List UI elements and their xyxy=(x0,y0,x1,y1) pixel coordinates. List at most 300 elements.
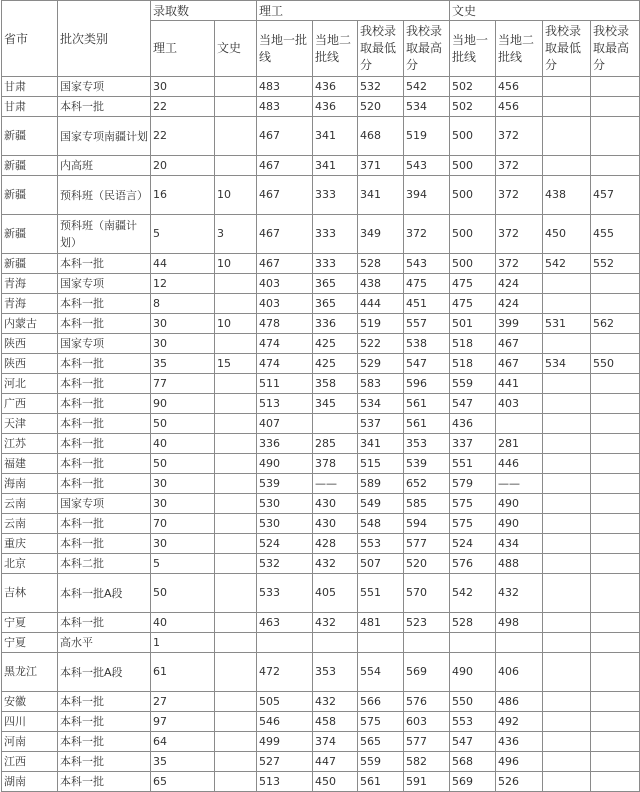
cell-arts-min xyxy=(543,574,591,613)
cell-arts-max xyxy=(591,514,640,534)
cell-quota-science: 30 xyxy=(151,534,215,554)
cell-sci-max: 372 xyxy=(404,215,450,254)
cell-arts-max xyxy=(591,294,640,314)
cell-arts-min xyxy=(543,474,591,494)
cell-batch: 本科一批 xyxy=(58,97,151,117)
cell-batch: 本科一批 xyxy=(58,314,151,334)
cell-arts-min xyxy=(543,414,591,434)
cell-quota-science: 40 xyxy=(151,434,215,454)
cell-sci-local2: 341 xyxy=(313,156,358,176)
cell-sci-local2: 432 xyxy=(313,554,358,574)
cell-arts-local2: 488 xyxy=(496,554,543,574)
cell-batch: 本科一批 xyxy=(58,454,151,474)
cell-batch: 本科一批 xyxy=(58,752,151,772)
header-arts-local1: 当地一批线 xyxy=(450,21,496,77)
table-body xyxy=(2,77,640,792)
cell-sci-local1: 463 xyxy=(257,613,313,633)
cell-arts-local2: —— xyxy=(496,474,543,494)
cell-arts-min: 534 xyxy=(543,354,591,374)
cell-arts-max xyxy=(591,117,640,156)
cell-arts-max xyxy=(591,574,640,613)
cell-arts-local1 xyxy=(450,633,496,653)
cell-province: 新疆 xyxy=(2,117,58,156)
cell-arts-local2: 441 xyxy=(496,374,543,394)
cell-sci-local1: 474 xyxy=(257,334,313,354)
cell-arts-max xyxy=(591,653,640,692)
cell-quota-science: 20 xyxy=(151,156,215,176)
header-arts-max: 我校录取最高分 xyxy=(591,21,640,77)
cell-arts-local2: 399 xyxy=(496,314,543,334)
cell-province: 四川 xyxy=(2,712,58,732)
cell-arts-max xyxy=(591,156,640,176)
cell-arts-local1: 576 xyxy=(450,554,496,574)
cell-sci-min: 371 xyxy=(358,156,404,176)
cell-sci-min: 519 xyxy=(358,314,404,334)
cell-sci-max: 534 xyxy=(404,97,450,117)
cell-sci-min: 551 xyxy=(358,574,404,613)
cell-arts-min xyxy=(543,732,591,752)
cell-batch: 本科一批 xyxy=(58,514,151,534)
header-sci-local2: 当地二批线 xyxy=(313,21,358,77)
cell-sci-local1: 472 xyxy=(257,653,313,692)
cell-sci-local1: 467 xyxy=(257,176,313,215)
cell-sci-max: 582 xyxy=(404,752,450,772)
cell-quota-science: 35 xyxy=(151,752,215,772)
cell-quota-arts xyxy=(215,374,257,394)
cell-province: 新疆 xyxy=(2,156,58,176)
cell-arts-local1: 553 xyxy=(450,712,496,732)
table-row xyxy=(2,97,640,117)
cell-quota-arts xyxy=(215,434,257,454)
cell-batch: 本科一批A段 xyxy=(58,653,151,692)
cell-batch: 国家专项 xyxy=(58,494,151,514)
cell-sci-min: 528 xyxy=(358,254,404,274)
cell-arts-local1: 436 xyxy=(450,414,496,434)
cell-arts-local2: 446 xyxy=(496,454,543,474)
cell-batch: 本科一批 xyxy=(58,474,151,494)
cell-province: 安徽 xyxy=(2,692,58,712)
cell-province: 甘肃 xyxy=(2,77,58,97)
cell-province: 重庆 xyxy=(2,534,58,554)
cell-sci-local1: 539 xyxy=(257,474,313,494)
cell-sci-max: 539 xyxy=(404,454,450,474)
cell-sci-local2: 436 xyxy=(313,77,358,97)
cell-arts-local1: 500 xyxy=(450,254,496,274)
cell-quota-arts xyxy=(215,474,257,494)
cell-province: 新疆 xyxy=(2,254,58,274)
cell-quota-science: 30 xyxy=(151,314,215,334)
cell-batch: 本科一批 xyxy=(58,294,151,314)
cell-sci-min: 553 xyxy=(358,534,404,554)
cell-quota-arts xyxy=(215,534,257,554)
cell-sci-local1: 474 xyxy=(257,354,313,374)
cell-arts-max xyxy=(591,752,640,772)
cell-sci-min: 561 xyxy=(358,772,404,792)
cell-arts-local2: 436 xyxy=(496,732,543,752)
cell-sci-min: 554 xyxy=(358,653,404,692)
cell-sci-max: 557 xyxy=(404,314,450,334)
cell-quota-science: 12 xyxy=(151,274,215,294)
table-header xyxy=(2,1,640,77)
cell-sci-max: 542 xyxy=(404,77,450,97)
cell-arts-local2: 372 xyxy=(496,156,543,176)
cell-arts-min xyxy=(543,394,591,414)
cell-arts-local2: 372 xyxy=(496,117,543,156)
cell-sci-local2: —— xyxy=(313,474,358,494)
cell-arts-max: 457 xyxy=(591,176,640,215)
cell-sci-local1: 511 xyxy=(257,374,313,394)
cell-quota-arts xyxy=(215,574,257,613)
cell-batch: 预科班（南疆计划） xyxy=(58,215,151,254)
cell-arts-local2: 432 xyxy=(496,574,543,613)
cell-sci-min: 534 xyxy=(358,394,404,414)
cell-batch: 高水平 xyxy=(58,633,151,653)
cell-arts-min xyxy=(543,274,591,294)
table-row xyxy=(2,354,640,374)
table-row xyxy=(2,752,640,772)
cell-arts-max xyxy=(591,394,640,414)
cell-arts-local2: 281 xyxy=(496,434,543,454)
cell-arts-local2: 496 xyxy=(496,752,543,772)
cell-sci-max: 543 xyxy=(404,156,450,176)
table-row xyxy=(2,772,640,792)
cell-sci-min: 566 xyxy=(358,692,404,712)
cell-sci-local1: 483 xyxy=(257,97,313,117)
cell-arts-local1: 502 xyxy=(450,97,496,117)
table-row xyxy=(2,294,640,314)
cell-arts-local2: 434 xyxy=(496,534,543,554)
cell-sci-min: 589 xyxy=(358,474,404,494)
table-row xyxy=(2,176,640,215)
table-row xyxy=(2,514,640,534)
cell-arts-max xyxy=(591,554,640,574)
cell-arts-max xyxy=(591,454,640,474)
cell-quota-arts xyxy=(215,294,257,314)
cell-arts-local2 xyxy=(496,414,543,434)
cell-sci-max: 353 xyxy=(404,434,450,454)
cell-arts-local1: 500 xyxy=(450,117,496,156)
cell-batch: 本科一批 xyxy=(58,354,151,374)
cell-arts-local1: 559 xyxy=(450,374,496,394)
cell-arts-min xyxy=(543,692,591,712)
cell-province: 江西 xyxy=(2,752,58,772)
cell-sci-local1: 499 xyxy=(257,732,313,752)
cell-sci-local1: 407 xyxy=(257,414,313,434)
cell-arts-local1: 502 xyxy=(450,77,496,97)
admission-table xyxy=(1,0,640,792)
cell-sci-min: 438 xyxy=(358,274,404,294)
cell-quota-arts xyxy=(215,274,257,294)
cell-quota-arts: 3 xyxy=(215,215,257,254)
cell-arts-local2 xyxy=(496,633,543,653)
cell-arts-min xyxy=(543,117,591,156)
cell-arts-max xyxy=(591,534,640,554)
cell-arts-local1: 542 xyxy=(450,574,496,613)
cell-sci-local2 xyxy=(313,633,358,653)
cell-sci-max: 547 xyxy=(404,354,450,374)
cell-arts-local2: 372 xyxy=(496,254,543,274)
cell-arts-max xyxy=(591,97,640,117)
cell-sci-local2: 365 xyxy=(313,294,358,314)
cell-sci-max: 594 xyxy=(404,514,450,534)
cell-quota-arts xyxy=(215,97,257,117)
cell-sci-min: 559 xyxy=(358,752,404,772)
cell-arts-local1: 500 xyxy=(450,156,496,176)
cell-sci-local2: 432 xyxy=(313,692,358,712)
cell-batch: 本科一批A段 xyxy=(58,574,151,613)
cell-arts-min xyxy=(543,514,591,534)
cell-sci-local2: 333 xyxy=(313,215,358,254)
cell-arts-local1: 551 xyxy=(450,454,496,474)
cell-arts-local2: 526 xyxy=(496,772,543,792)
cell-batch: 本科一批 xyxy=(58,254,151,274)
cell-arts-local1: 518 xyxy=(450,354,496,374)
cell-arts-max xyxy=(591,274,640,294)
cell-quota-science: 22 xyxy=(151,97,215,117)
cell-arts-local1: 547 xyxy=(450,394,496,414)
cell-arts-local1: 575 xyxy=(450,494,496,514)
cell-batch: 国家专项 xyxy=(58,77,151,97)
table-row xyxy=(2,534,640,554)
cell-arts-local1: 501 xyxy=(450,314,496,334)
cell-sci-max: 576 xyxy=(404,692,450,712)
table-row xyxy=(2,692,640,712)
cell-quota-arts xyxy=(215,454,257,474)
cell-sci-min: 522 xyxy=(358,334,404,354)
cell-sci-local2: 405 xyxy=(313,574,358,613)
table-row xyxy=(2,732,640,752)
cell-sci-local2: 458 xyxy=(313,712,358,732)
cell-arts-local2: 424 xyxy=(496,294,543,314)
cell-sci-max: 538 xyxy=(404,334,450,354)
cell-sci-max xyxy=(404,633,450,653)
cell-province: 广西 xyxy=(2,394,58,414)
cell-sci-local1: 403 xyxy=(257,294,313,314)
cell-quota-arts: 10 xyxy=(215,314,257,334)
cell-sci-local2: 430 xyxy=(313,514,358,534)
header-quota-science: 理工 xyxy=(151,21,215,77)
cell-sci-local2: 333 xyxy=(313,176,358,215)
cell-sci-local2: 353 xyxy=(313,653,358,692)
cell-sci-local1: 533 xyxy=(257,574,313,613)
cell-batch: 本科一批 xyxy=(58,434,151,454)
cell-sci-local1: 467 xyxy=(257,117,313,156)
cell-arts-min: 450 xyxy=(543,215,591,254)
cell-sci-min: 575 xyxy=(358,712,404,732)
cell-province: 青海 xyxy=(2,274,58,294)
header-science: 理工 xyxy=(257,1,450,21)
cell-arts-min xyxy=(543,534,591,554)
cell-quota-arts xyxy=(215,554,257,574)
cell-arts-max: 550 xyxy=(591,354,640,374)
cell-quota-science: 50 xyxy=(151,454,215,474)
cell-arts-local1: 500 xyxy=(450,176,496,215)
cell-sci-local2 xyxy=(313,414,358,434)
cell-sci-local1: 532 xyxy=(257,554,313,574)
cell-province: 河南 xyxy=(2,732,58,752)
cell-arts-min: 531 xyxy=(543,314,591,334)
cell-sci-min xyxy=(358,633,404,653)
cell-arts-local2: 406 xyxy=(496,653,543,692)
cell-arts-local2: 486 xyxy=(496,692,543,712)
cell-arts-max xyxy=(591,772,640,792)
cell-province: 北京 xyxy=(2,554,58,574)
cell-province: 云南 xyxy=(2,494,58,514)
cell-sci-local1: 467 xyxy=(257,254,313,274)
cell-sci-min: 341 xyxy=(358,176,404,215)
cell-arts-local1: 579 xyxy=(450,474,496,494)
cell-arts-max xyxy=(591,692,640,712)
cell-sci-local2: 450 xyxy=(313,772,358,792)
cell-quota-arts xyxy=(215,772,257,792)
cell-sci-max: 394 xyxy=(404,176,450,215)
cell-sci-local1: 527 xyxy=(257,752,313,772)
cell-batch: 本科一批 xyxy=(58,374,151,394)
cell-sci-local2: 432 xyxy=(313,613,358,633)
cell-province: 甘肃 xyxy=(2,97,58,117)
cell-sci-max: 585 xyxy=(404,494,450,514)
cell-sci-min: 507 xyxy=(358,554,404,574)
cell-sci-local1: 530 xyxy=(257,514,313,534)
cell-province: 湖南 xyxy=(2,772,58,792)
cell-arts-local1: 475 xyxy=(450,294,496,314)
cell-quota-science: 65 xyxy=(151,772,215,792)
cell-sci-max: 523 xyxy=(404,613,450,633)
table-row xyxy=(2,156,640,176)
cell-sci-local2: 345 xyxy=(313,394,358,414)
cell-sci-local2: 336 xyxy=(313,314,358,334)
cell-arts-local2: 456 xyxy=(496,97,543,117)
header-arts-local2: 当地二批线 xyxy=(496,21,543,77)
cell-province: 新疆 xyxy=(2,176,58,215)
cell-arts-local2: 372 xyxy=(496,215,543,254)
cell-quota-arts: 10 xyxy=(215,254,257,274)
cell-quota-science: 61 xyxy=(151,653,215,692)
table-row xyxy=(2,414,640,434)
cell-sci-max: 577 xyxy=(404,534,450,554)
table-row xyxy=(2,215,640,254)
cell-sci-max: 577 xyxy=(404,732,450,752)
cell-quota-arts xyxy=(215,712,257,732)
cell-batch: 国家专项 xyxy=(58,274,151,294)
cell-batch: 本科一批 xyxy=(58,414,151,434)
cell-sci-min: 565 xyxy=(358,732,404,752)
cell-arts-min xyxy=(543,77,591,97)
cell-quota-arts xyxy=(215,514,257,534)
cell-sci-max: 569 xyxy=(404,653,450,692)
cell-quota-arts xyxy=(215,77,257,97)
cell-batch: 国家专项南疆计划 xyxy=(58,117,151,156)
cell-quota-science: 16 xyxy=(151,176,215,215)
cell-arts-max xyxy=(591,334,640,354)
cell-arts-min: 542 xyxy=(543,254,591,274)
cell-quota-arts xyxy=(215,732,257,752)
cell-quota-arts xyxy=(215,653,257,692)
cell-arts-local1: 490 xyxy=(450,653,496,692)
table-row xyxy=(2,633,640,653)
cell-sci-local1: 505 xyxy=(257,692,313,712)
cell-sci-local2: 341 xyxy=(313,117,358,156)
cell-province: 海南 xyxy=(2,474,58,494)
cell-arts-local1: 337 xyxy=(450,434,496,454)
cell-sci-max: 603 xyxy=(404,712,450,732)
cell-arts-local2: 467 xyxy=(496,354,543,374)
cell-quota-science: 5 xyxy=(151,554,215,574)
cell-quota-science: 30 xyxy=(151,334,215,354)
cell-quota-science: 30 xyxy=(151,77,215,97)
cell-quota-arts xyxy=(215,494,257,514)
cell-sci-min: 349 xyxy=(358,215,404,254)
cell-quota-science: 5 xyxy=(151,215,215,254)
cell-province: 黑龙江 xyxy=(2,653,58,692)
cell-sci-min: 583 xyxy=(358,374,404,394)
cell-batch: 本科一批 xyxy=(58,712,151,732)
cell-sci-local2: 425 xyxy=(313,334,358,354)
cell-province: 天津 xyxy=(2,414,58,434)
cell-arts-local2: 498 xyxy=(496,613,543,633)
header-arts: 文史 xyxy=(450,1,640,21)
cell-sci-min: 549 xyxy=(358,494,404,514)
header-province: 省市 xyxy=(2,1,58,77)
cell-sci-min: 341 xyxy=(358,434,404,454)
cell-arts-min: 438 xyxy=(543,176,591,215)
cell-quota-arts: 10 xyxy=(215,176,257,215)
cell-province: 宁夏 xyxy=(2,633,58,653)
cell-sci-local2: 333 xyxy=(313,254,358,274)
table-row xyxy=(2,474,640,494)
header-batch: 批次类别 xyxy=(58,1,151,77)
cell-sci-max: 596 xyxy=(404,374,450,394)
cell-province: 福建 xyxy=(2,454,58,474)
cell-sci-local2: 365 xyxy=(313,274,358,294)
cell-batch: 本科一批 xyxy=(58,613,151,633)
cell-arts-min xyxy=(543,334,591,354)
table-row xyxy=(2,494,640,514)
cell-arts-max xyxy=(591,732,640,752)
cell-sci-local1: 546 xyxy=(257,712,313,732)
cell-batch: 本科一批 xyxy=(58,772,151,792)
cell-sci-local2: 447 xyxy=(313,752,358,772)
cell-quota-arts xyxy=(215,394,257,414)
cell-sci-local2: 425 xyxy=(313,354,358,374)
cell-quota-arts xyxy=(215,334,257,354)
cell-sci-local2: 428 xyxy=(313,534,358,554)
cell-arts-min xyxy=(543,374,591,394)
cell-arts-local2: 492 xyxy=(496,712,543,732)
cell-quota-science: 27 xyxy=(151,692,215,712)
cell-sci-local1: 483 xyxy=(257,77,313,97)
cell-arts-min xyxy=(543,294,591,314)
cell-sci-max: 519 xyxy=(404,117,450,156)
cell-sci-local1: 467 xyxy=(257,156,313,176)
cell-arts-local2: 403 xyxy=(496,394,543,414)
cell-arts-max xyxy=(591,494,640,514)
cell-sci-max: 570 xyxy=(404,574,450,613)
cell-arts-min xyxy=(543,434,591,454)
table-row xyxy=(2,274,640,294)
cell-quota-science: 30 xyxy=(151,494,215,514)
cell-arts-max xyxy=(591,77,640,97)
cell-province: 陕西 xyxy=(2,354,58,374)
cell-arts-local1: 524 xyxy=(450,534,496,554)
cell-quota-arts: 15 xyxy=(215,354,257,374)
cell-sci-min: 532 xyxy=(358,77,404,97)
cell-quota-science: 22 xyxy=(151,117,215,156)
cell-province: 青海 xyxy=(2,294,58,314)
cell-arts-min xyxy=(543,653,591,692)
table-row xyxy=(2,554,640,574)
cell-arts-min xyxy=(543,712,591,732)
